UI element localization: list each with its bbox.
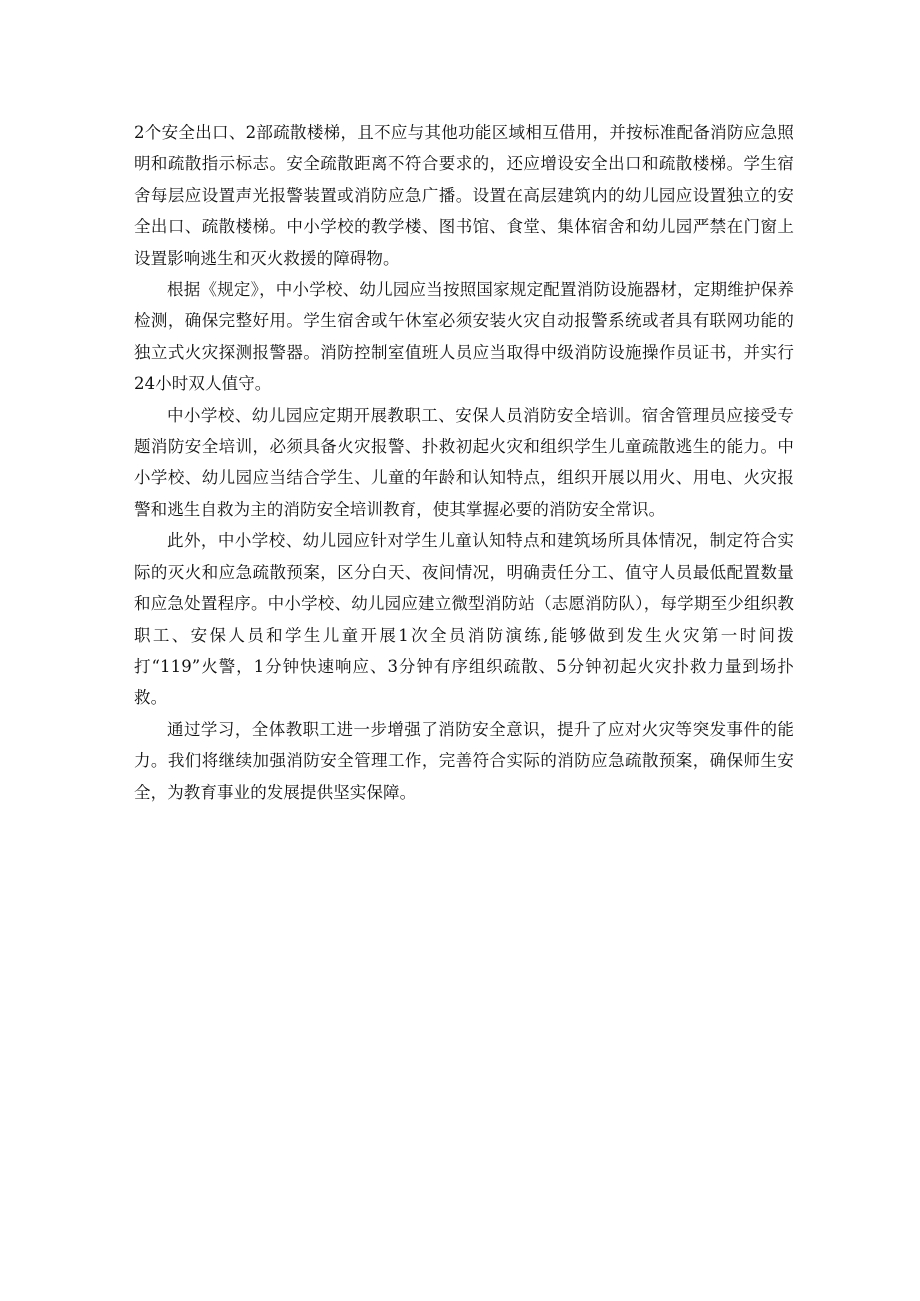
paragraph-emergency-plans: 此外，中小学校、幼儿园应针对学生儿童认知特点和建筑场所具体情况，制定符合实际的灭火和应急疏散预案，区分白天、夜间情况，明确责任分工、值守人员最低配置数量和应急处置程序。中小学校、幼儿园应建立微型消防站（志愿消防队），每学期至少组织教职工、安保人员和学生儿童开展1次全员消防演练,能够做到发生火灾第一时间拨打“119”火警，1分钟快速响应、3分钟有序组织疏散、5分钟初起火灾扑救力量到场扑救。	[134, 531, 794, 708]
paragraph-conclusion: 通过学习，全体教职工进一步增强了消防安全意识，提升了应对火灾等突发事件的能力。我们将继续加强消防安全管理工作，完善符合实际的消防应急疏散预案，确保师生安全，为教育事业的发展提供坚实保障。	[134, 719, 794, 802]
paragraph-exits-and-evacuation: 2个安全出口、2部疏散楼梯，且不应与其他功能区域相互借用，并按标准配备消防应急照明和疏散指示标志。安全疏散距离不符合要求的，还应增设安全出口和疏散楼梯。学生宿舍每层应设置声光报警装置或消防应急广播。设置在高层建筑内的幼儿园应设置独立的安全出口、疏散楼梯。中小学校的教学楼、图书馆、食堂、集体宿舍和幼儿园严禁在门窗上设置影响逃生和灭火救援的障碍物。	[134, 123, 794, 268]
document-body	[134, 117, 794, 808]
paragraph-safety-training: 中小学校、幼儿园应定期开展教职工、安保人员消防安全培训。宿舍管理员应接受专题消防安全培训，必须具备火灾报警、扑救初起火灾和组织学生儿童疏散逃生的能力。中小学校、幼儿园应当结合学生、儿童的年龄和认知特点，组织开展以用火、用电、火灾报警和逃生自救为主的消防安全培训教育，使其掌握必要的消防安全常识。	[134, 405, 794, 519]
paragraph-fire-facilities: 根据《规定》，中小学校、幼儿园应当按照国家规定配置消防设施器材，定期维护保养检测，确保完整好用。学生宿舍或午休室必须安装火灾自动报警系统或者具有联网功能的独立式火灾探测报警器。消防控制室值班人员应当取得中级消防设施操作员证书，并实行24小时双人值守。	[134, 280, 794, 394]
